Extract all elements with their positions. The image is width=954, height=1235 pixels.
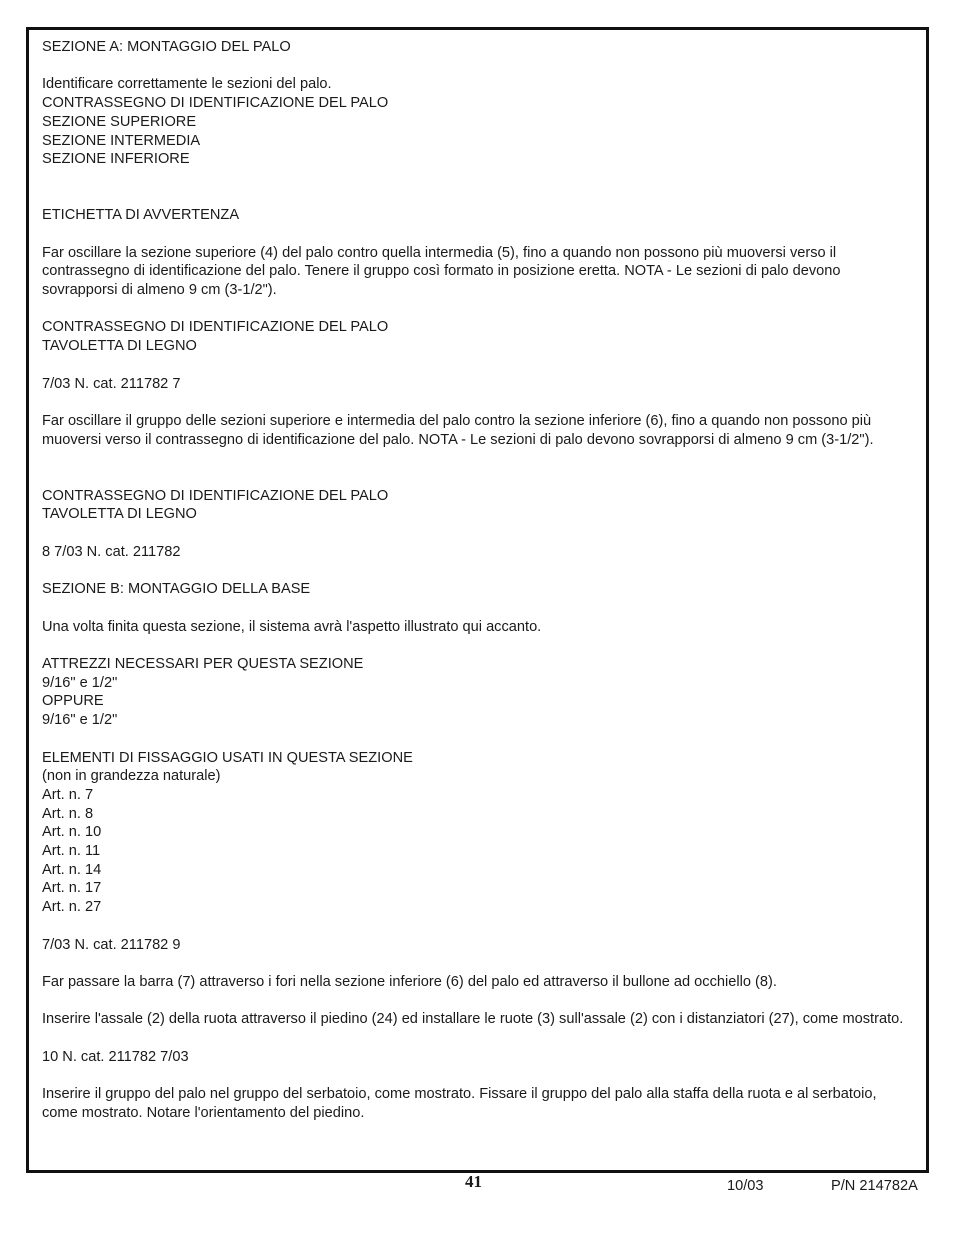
- step-b2-text: Inserire l'assale (2) della ruota attraverso il piedino (24) ed installare le ruote (3) sull'assale (2) con i distanziatori (27), come mostrato.: [42, 1011, 904, 1028]
- step-b1-text: Far passare la barra (7) attraverso i fori nella sezione inferiore (6) del palo ed attraverso il bullone ad occhiello (8).: [42, 973, 777, 990]
- hardware-note: (non in grandezza naturale): [42, 768, 221, 785]
- label-middle-section: SEZIONE INTERMEDIA: [42, 132, 201, 149]
- step-a1-text: Far oscillare la sezione superiore (4) del palo contro quella intermedia (5), fino a quando non possono più muoversi verso il contrassegno di identificazione del palo. Tenere il gruppo così formato in posizione eretta. NOTA - Le sezioni di palo devono sovrapporsi di almeno 9 cm (3-1/2").: [42, 244, 841, 299]
- identify-text: Identificare correttamente le sezioni del palo.: [42, 76, 332, 93]
- hardware-item: Art. n. 8: [42, 805, 94, 822]
- page-footer: [0, 1170, 954, 1200]
- hardware-item: Art. n. 14: [42, 861, 102, 878]
- label-id-mark: CONTRASSEGNO DI IDENTIFICAZIONE DEL PALO: [42, 95, 389, 112]
- page-border: [26, 27, 929, 1173]
- section-b-title: SEZIONE B: MONTAGGIO DELLA BASE: [42, 581, 311, 598]
- label-lower-section: SEZIONE INFERIORE: [42, 151, 190, 168]
- step-a2-text: Far oscillare il gruppo delle sezioni superiore e intermedia del palo contro la sezione inferiore (6), fino a quando non possono più muoversi verso il contrassegno di identificazione del palo. NOTA - Le sezioni di palo devono sovrapporsi di almeno 9 cm (3-1/2").: [42, 412, 874, 448]
- tool-or: OPPURE: [42, 693, 104, 710]
- footer-date: 10/03: [727, 1178, 764, 1194]
- page-number: 41: [465, 1172, 482, 1191]
- label-wood-board: TAVOLETTA DI LEGNO: [42, 506, 197, 523]
- section-a-title: SEZIONE A: MONTAGGIO DEL PALO: [42, 39, 291, 55]
- page-reference: 7/03 N. cat. 211782 7: [42, 375, 181, 392]
- document-body: [42, 38, 912, 1123]
- label-wood-board: TAVOLETTA DI LEGNO: [42, 338, 197, 355]
- tool-size: 9/16" e 1/2": [42, 674, 118, 691]
- page-reference: 10 N. cat. 211782 7/03: [42, 1048, 189, 1065]
- label-id-mark: CONTRASSEGNO DI IDENTIFICAZIONE DEL PALO: [42, 319, 389, 336]
- part-number: P/N 214782A: [831, 1178, 918, 1194]
- label-upper-section: SEZIONE SUPERIORE: [42, 113, 197, 130]
- step-b3-text: Inserire il gruppo del palo nel gruppo del serbatoio, come mostrato. Fissare il gruppo del palo alla staffa della ruota e al serbatoio, come mostrato. Notare l'orientamento del piedino.: [42, 1086, 877, 1121]
- label-id-mark: CONTRASSEGNO DI IDENTIFICAZIONE DEL PALO: [42, 487, 389, 504]
- hardware-heading: ELEMENTI DI FISSAGGIO USATI IN QUESTA SEZIONE: [42, 749, 413, 766]
- hardware-item: Art. n. 10: [42, 824, 102, 841]
- page-reference: 8 7/03 N. cat. 211782: [42, 543, 181, 560]
- tool-size: 9/16" e 1/2": [42, 712, 118, 729]
- page-reference: 7/03 N. cat. 211782 9: [42, 936, 181, 953]
- section-b-intro: Una volta finita questa sezione, il sistema avrà l'aspetto illustrato qui accanto.: [42, 618, 542, 635]
- warning-label: ETICHETTA DI AVVERTENZA: [42, 207, 240, 224]
- hardware-item: Art. n. 7: [42, 786, 94, 803]
- tools-heading: ATTREZZI NECESSARI PER QUESTA SEZIONE: [42, 656, 364, 673]
- hardware-item: Art. n. 17: [42, 880, 102, 897]
- hardware-item: Art. n. 11: [42, 843, 101, 860]
- hardware-item: Art. n. 27: [42, 899, 102, 916]
